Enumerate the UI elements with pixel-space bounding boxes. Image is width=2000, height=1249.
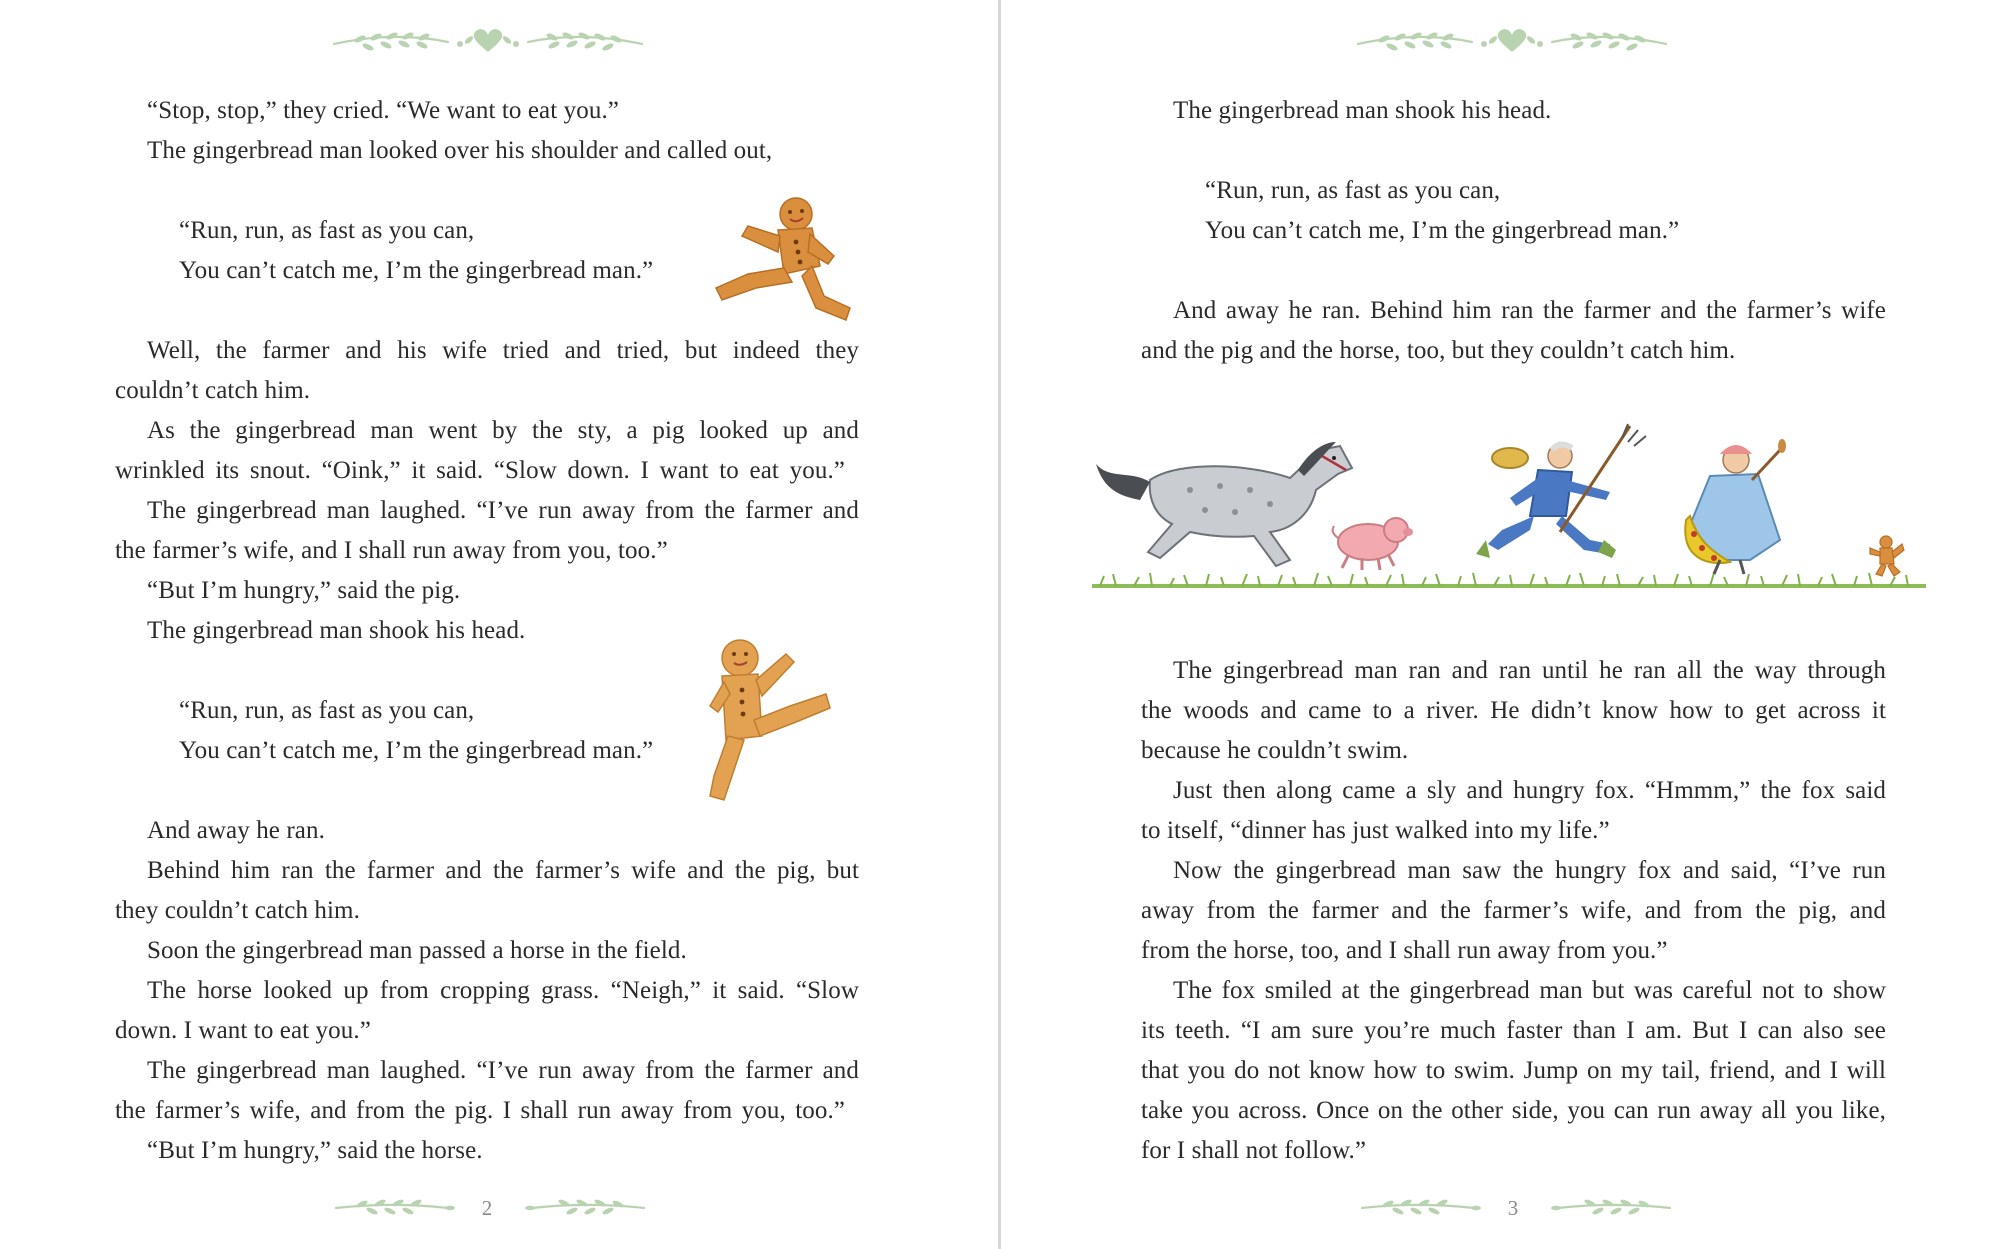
verse-line: “Run, run, as fast as you can,	[1205, 177, 1501, 204]
verse-line: You can’t catch me, I’m the gingerbread man.”	[179, 257, 654, 284]
pig-figure	[1333, 518, 1413, 570]
text-line: “Stop, stop,” they cried. “We want to eat you.”	[147, 97, 619, 124]
text-line: the farmer’s wife, and I shall run away from you, too.”	[115, 537, 668, 564]
text-line: to itself, “dinner has just walked into my life.”	[1141, 817, 1610, 844]
text-line: from the horse, too, and I shall run away from you.”	[1141, 937, 1668, 964]
page-number: 2	[481, 1196, 493, 1220]
gingerbread-man-kicking-illustration	[696, 636, 836, 806]
text-line: Just then along came a sly and hungry fox. “Hmmm,” the fox said	[1173, 777, 1886, 804]
text-line: The gingerbread man ran and ran until he ran all the way through	[1173, 657, 1886, 684]
text-line: take you across. Once on the other side, you can run away all you like,	[1141, 1097, 1886, 1124]
right-page	[1002, 0, 2000, 1249]
text-line: And away he ran.	[147, 817, 325, 844]
top-vine-ornament	[1354, 26, 1670, 58]
text-line: Well, the farmer and his wife tried and tried, but indeed they	[147, 337, 859, 364]
text-line: “But I’m hungry,” said the horse.	[147, 1137, 483, 1164]
text-line: The horse looked up from cropping grass. “Neigh,” it said. “Slow	[147, 977, 859, 1004]
text-line: the farmer’s wife, and from the pig. I shall run away from you, too.”	[115, 1097, 845, 1124]
text-line: And away he ran. Behind him ran the farmer and the farmer’s wife	[1173, 297, 1886, 324]
chase-scene-illustration	[1090, 420, 1930, 600]
text-line: and the pig and the horse, too, but they couldn’t catch him.	[1141, 337, 1736, 364]
text-line: the woods and came to a river. He didn’t know how to get across it	[1141, 697, 1886, 724]
text-line: “But I’m hungry,” said the pig.	[147, 577, 461, 604]
text-line: down. I want to eat you.”	[115, 1017, 371, 1044]
horse-figure	[1096, 442, 1352, 566]
text-line: As the gingerbread man went by the sty, a pig looked up and	[147, 417, 859, 444]
text-line: The gingerbread man shook his head.	[147, 617, 526, 644]
text-line: its teeth. “I am sure you’re much faster than I am. But I can also see	[1141, 1017, 1886, 1044]
farmers-wife-figure	[1685, 439, 1786, 574]
gingerbread-man-running-illustration	[708, 196, 858, 326]
farmer-figure	[1476, 424, 1646, 558]
verse-line: You can’t catch me, I’m the gingerbread man.”	[1205, 217, 1680, 244]
text-line: Now the gingerbread man saw the hungry fox and said, “I’ve run	[1173, 857, 1886, 884]
text-line: because he couldn’t swim.	[1141, 737, 1409, 764]
text-line: The gingerbread man shook his head.	[1173, 97, 1552, 124]
text-line: wrinkled its snout. “Oink,” it said. “Slow down. I want to eat you.”	[115, 457, 845, 484]
small-gingerbread-man-figure	[1870, 536, 1904, 576]
text-line: away from the farmer and the farmer’s wife, and from the pig, and	[1141, 897, 1886, 924]
top-vine-ornament	[330, 26, 646, 58]
text-line: couldn’t catch him.	[115, 377, 311, 404]
text-line: The gingerbread man looked over his shoulder and called out,	[147, 137, 773, 164]
verse-line: You can’t catch me, I’m the gingerbread man.”	[179, 737, 654, 764]
text-line: Soon the gingerbread man passed a horse in the field.	[147, 937, 687, 964]
grass-strip	[1092, 573, 1926, 586]
book-gutter	[998, 0, 1001, 1249]
verse-line: “Run, run, as fast as you can,	[179, 217, 475, 244]
text-line: they couldn’t catch him.	[115, 897, 360, 924]
text-line: The gingerbread man laughed. “I’ve run away from the farmer and	[147, 1057, 859, 1084]
text-line: The fox smiled at the gingerbread man but was careful not to show	[1173, 977, 1886, 1004]
text-line: Behind him ran the farmer and the farmer’s wife and the pig, but	[147, 857, 859, 884]
text-line: that you do not know how to swim. Jump on my tail, friend, and I will	[1141, 1057, 1886, 1084]
text-line: for I shall not follow.”	[1141, 1137, 1367, 1164]
page-number: 3	[1507, 1196, 1519, 1220]
text-line: The gingerbread man laughed. “I’ve run away from the farmer and	[147, 497, 859, 524]
verse-line: “Run, run, as fast as you can,	[179, 697, 475, 724]
